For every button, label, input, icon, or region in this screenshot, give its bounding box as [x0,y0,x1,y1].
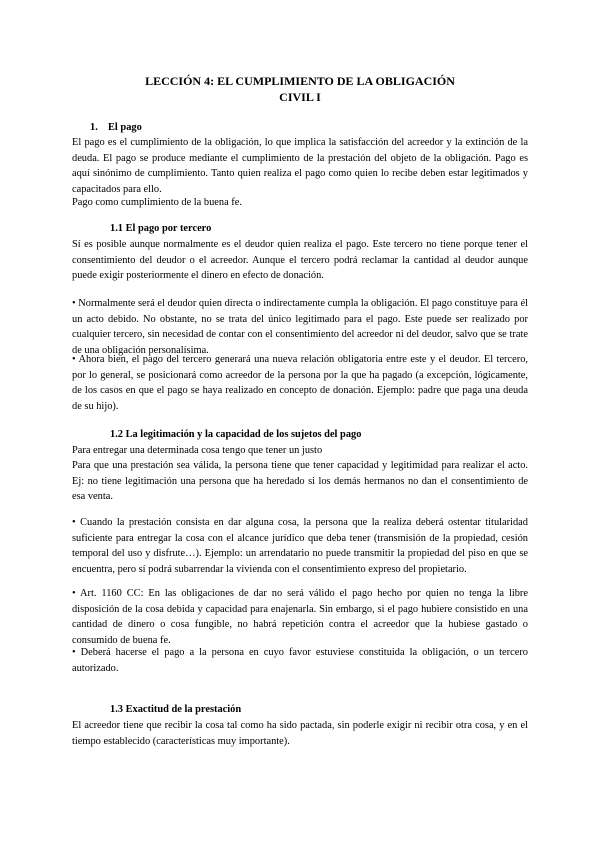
section-1-paragraph: El pago es el cumplimiento de la obligación, lo que implica la satisfacción del acreedor y la extinción de la deuda. El pago se produce mediante el cumplimiento de la prestación del objeto de la obligación. Pago es aquí sinónimo de cumplimiento. Tanto quien realiza el pago como quien lo recibe deben estar legitimados y capacitados para ello. [72,137,528,195]
section-1-1-bullet-1: • Normalmente será el deudor quien directa o indirectamente cumpla la obligación. El pago constituye para él un acto debido. No obstante, no se trata del único legitimado para el pago. Este puede ser realizado por cualquier tercero, sin necesidad de contar con el consentimiento del acreedor ni del deudor, salvo que se trate de una obligación personalísima. [72,298,528,356]
section-1-number: 1. [90,122,98,133]
section-1-1-heading: 1.1 El pago por tercero [110,223,212,234]
section-1-2-heading: 1.2 La legitimación y la capacidad de los sujetos del pago [110,429,362,440]
section-1-1-paragraph: Sí es posible aunque normalmente es el deudor quien realiza el pago. Este tercero no tiene porque tener el consentimiento del deudor o el acreedor. Aunque el tercero podrá reclamar la cantidad al deudor aunque puede exigir posteriormente el dinero en efecto de donación. [72,239,528,282]
section-1-3-heading: 1.3 Exactitud de la prestación [110,704,242,715]
section-1-2-paragraph-2: Para que una prestación sea válida, la persona tiene que tener capacidad y legitimidad para realizar el acto. Ej: no tiene legitimación una persona que ha heredado si los demás hermanos no dan el consentimiento de esa venta. [72,460,528,503]
section-1-title: El pago [108,122,142,133]
section-1-2-bullet-2: • Art. 1160 CC: En las obligaciones de dar no será válido el pago hecho por quien no tenga la libre disposición de la cosa debida y capacidad para enajenarla. Sin embargo, si el pago hubiere consistido en una cantidad de dinero o cosa fungible, no habrá repetición contra el acreedor que la hubiese gastado o consumido de buena fe. [72,588,528,646]
section-1-3-paragraph: El acreedor tiene que recibir la cosa tal como ha sido pactada, sin poderle exigir ni recibir otra cosa, y en el tiempo establecido (características muy importante). [72,720,528,747]
section-1-1-bullet-2: • Ahora bien, el pago del tercero generará una nueva relación obligatoria entre este y el deudor. El tercero, por lo general, se posicionará como acreedor de la persona por la que ha pagado (a excepción, lógicamente, de los casos en que el pago se haya realizado en concepto de donación. Ejemplo: padre que paga una deuda de su hijo). [72,354,528,412]
section-1-2-bullet-3: • Deberá hacerse el pago a la persona en cuyo favor estuviese constituida la obligación, o un tercero autorizado. [72,647,528,674]
section-1-2-bullet-1: • Cuando la prestación consista en dar alguna cosa, la persona que la realiza deberá ostentar titularidad suficiente para entregar la cosa con el alcance jurídico que deba tener (transmisión de la propiedad, cesión temporal del uso y disfrute…). Ejemplo: un arrendatario no puede transmitir la propiedad del piso en que se encuentra, pero sí podrá subarrendar la vivienda con el consentimiento expreso del propietario. [72,517,528,575]
section-1-note: Pago como cumplimiento de la buena fe. [72,197,242,208]
document-title-line1: LECCIÓN 4: EL CUMPLIMIENTO DE LA OBLIGACIÓN [145,74,455,88]
document-title-line2: CIVIL I [279,90,321,104]
section-1-2-paragraph-1: Para entregar una determinada cosa tengo que tener un justo [72,445,323,456]
section-1-heading [90,120,142,136]
